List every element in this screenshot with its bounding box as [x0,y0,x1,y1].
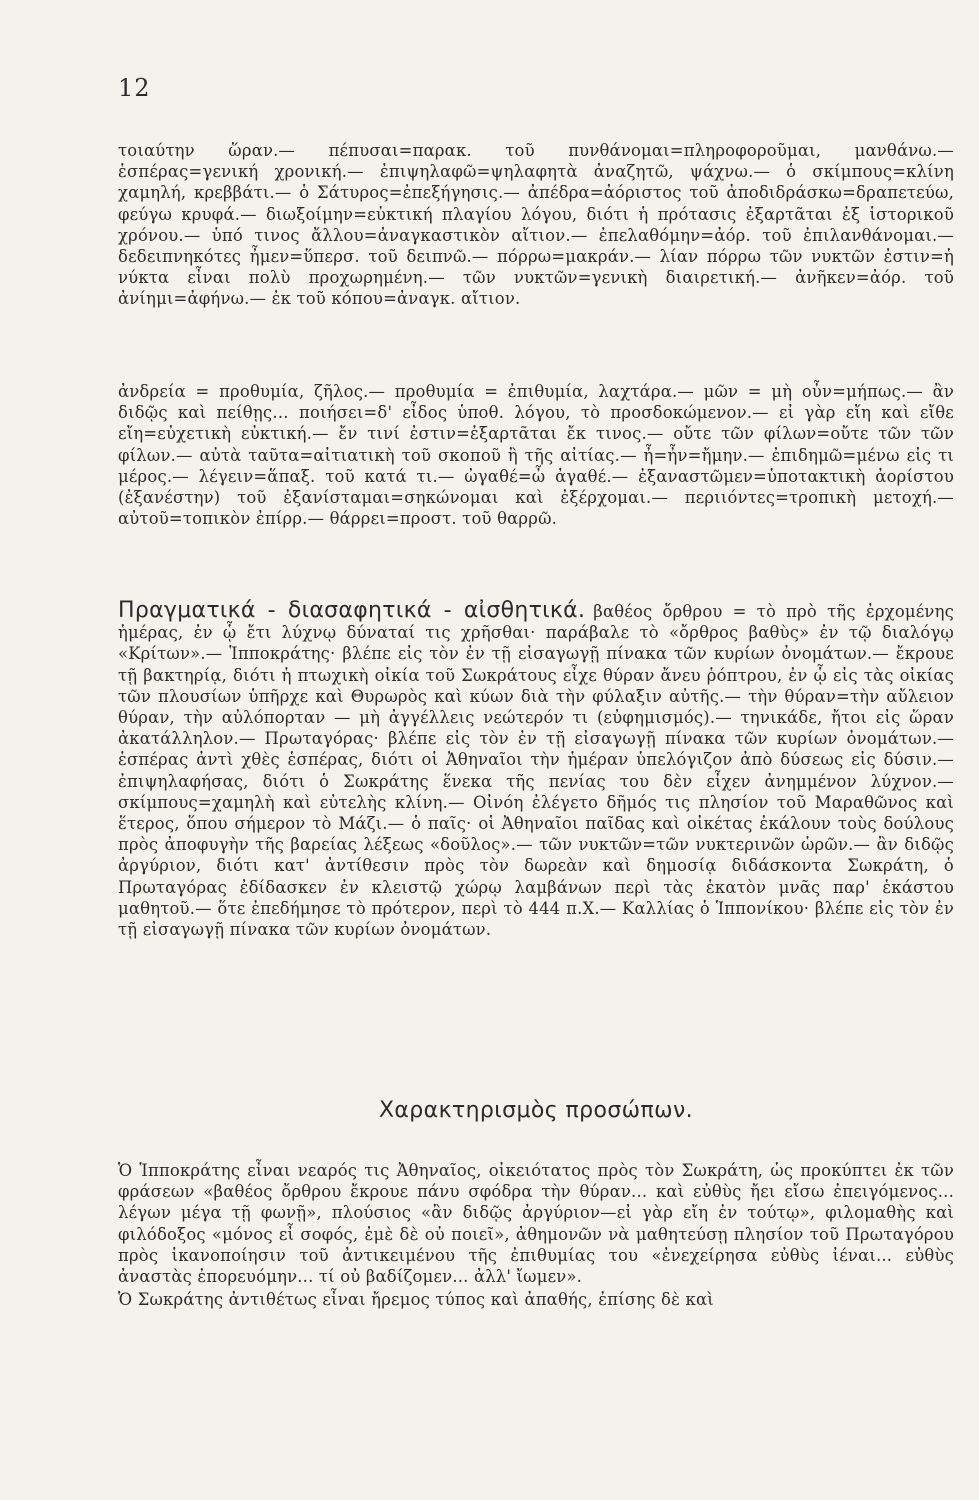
paragraph-hippocrates: Ὁ Ἱπποκράτης εἶναι νεαρός τις Ἀθηναῖος, οἰκειότατος πρὸς τὸν Σωκράτη, ὡς προκύπτει ἐκ τῶν φράσεων «βαθέος ὄρθρου ἔκρουε πάνυ σφόδρα τὴν θύραν... καὶ εὐθὺς ἤει εἴσω ἐπειγόμενος... λέγων μέγα τῇ φωνῇ», πλούσιος «ἂν διδῷς ἀργύριον—εἰ γὰρ εἴη ἐν τούτῳ», φιλομαθὴς καὶ φιλόδοξος «μόνος εἶ σοφός, ἐμὲ δὲ οὐ ποιεῖ», ἀθημονῶν νὰ μαθητεύσῃ πλησίον τοῦ Πρωταγόρου πρὸς ἱκανοποίησιν τοῦ ἀντικειμένου τῆς ἐπιθυμίας του «ἐνεχείρησα εὐθὺς ἰέναι... εὐθὺς ἀναστὰς ἐπορευόμην... τί οὐ βαδίζομεν... ἀλλ' ἴωμεν». [118,1161,954,1287]
glossary-paragraph: ἀνδρεία = προθυμία, ζῆλος.— προθυμία = ἐπιθυμία, λαχτάρα.— μῶν = μὴ οὖν=μήπως.— ἂν διδῷς καὶ πείθῃς… ποιήσει=δ' εἶδος ὑποθ. λόγου, τὸ προσδοκώμενον.— εἰ γὰρ εἴη καὶ εἴθε εἴη=εὐχετικὴ εὐκτική.— ἔν τινί ἐστιν=ἐξαρτᾶται ἔκ τινος.— οὔτε τῶν φίλων=οὔτε τῶν τῶν φίλων.— αὐτὰ ταῦτα=αἰτιατικὴ τοῦ σκοποῦ ἢ τῆς αἰτίας.— ἦ=ἦν=ἤμην.— ἐπιδημῶ=μένω εἰς τι μέρος.— λέγειν=ἅπαξ. τοῦ κατά τι.— ὠγαθέ=ὦ ἀγαθέ.— ἐξαναστῶμεν=ὑποτακτικὴ ἀορίστου (ἐξανέστην) τοῦ ἐξανίσταμαι=σηκώνομαι καὶ ἐξέρχομαι.— περιιόντες=τροπικὴ μετοχή.— αὐτοῦ=τοπικὸν ἐπίρρ.— θάρρει=προστ. τοῦ θαρρῶ. [118,382,954,529]
glossary-block-1 [118,140,954,310]
section-body: βαθέος ὄρθρου = τὸ πρὸ τῆς ἐρχομένης ἡμέρας, ἐν ᾧ ἔτι λύχνῳ δύναταί τις χρῆσθαι· παράβαλε τὸ «ὄρθρος βαθὺς» ἐν τῷ διαλόγῳ «Κρίτων».— Ἱπποκράτης· βλέπε εἰς τὸν ἐν τῇ εἰσαγωγῇ πίνακα τῶν κυρίων ὀνομάτων.— ἔκρουε τῇ βακτηρίᾳ, διότι ἡ πτωχικὴ οἰκία τοῦ Σωκράτους εἶχε θύραν ἄνευ ῥόπτρου, ἐν ᾧ εἰς τὰς οἰκίας τῶν πλουσίων ὑπῆρχε καὶ Θυρωρὸς καὶ κύων διὰ τὴν φύλαξιν αὐτῆς.— τὴν θύραν=τὴν αὔλειον θύραν, τὴν αὐλόπορταν — μὴ ἀγγέλλεις νεώτερόν τι (εὐφημισμός).— τηνικάδε, ἤτοι εἰς ὥραν ἀκατάλληλον.— Πρωταγόρας· βλέπε εἰς τὸν ἐν τῇ εἰσαγωγῇ πίνακα τῶν κυρίων ὀνομάτων.— ἑσπέρας ἀντὶ χθὲς ἑσπέρας, διότι οἱ Ἀθηναῖοι τὴν ἡμέραν ὑπελόγιζον ἀπὸ δύσεως εἰς δύσιν.— ἐπιψηλαφήσας, διότι ὁ Σωκράτης ἕνεκα τῆς πενίας του δὲν εἶχεν ἀνημμένον λύχνον.— σκίμπους=χαμηλὴ καὶ εὐτελὴς κλίνη.— Οἰνόη ἐλέγετο δῆμός τις πλησίον τοῦ Μαραθῶνος καὶ ἕτερος, ὅπου σήμερον τὸ Μάζι.— ὁ παῖς· οἱ Ἀθηναῖοι παῖδας καὶ οἰκέτας ἐκάλουν τοὺς δούλους πρὸς ἀποφυγὴν τῆς βαρείας λέξεως «δοῦλος».— τῶν νυκτῶν=τῶν νυκτερινῶν ὡρῶν.— ἂν διδῷς ἀργύριον, διότι κατ' ἀντίθεσιν πρὸς τὸν δωρεὰν καὶ δημοσίᾳ διδάσκοντα Σωκράτη, ὁ Πρωταγόρας ἐδίδασκεν ἐν κλειστῷ χώρῳ λαμβάνων περὶ τὰς ἑκατὸν μνᾶς παρ' ἑκάστου μαθητοῦ.— ὅτε ἐπεδήμησε τὸ πρότερον, περὶ τὸ 444 π.Χ.— Καλλίας ὁ Ἱππονίκου· βλέπε εἰς τὸν ἐν τῇ εἰσαγωγῇ πίνακα τῶν κυρίων ὀνομάτων. [118,602,954,940]
page-number: 12 [118,74,151,102]
glossary-paragraph: τοιαύτην ὥραν.— πέπυσαι=παρακ. τοῦ πυνθάνομαι=πληροφοροῦμαι, μανθάνω.— ἑσπέρας=γενική χρονική.— ἐπιψηλαφῶ=ψηλαφητὰ ἀναζητῶ, ψάχνω.— ὁ σκίμπους=κλίνη χαμηλή, κρεββάτι.— ὁ Σάτυρος=ἐπεξήγησις.— ἀπέδρα=ἀόριστος τοῦ ἀποδιδράσκω=δραπετεύω, φεύγω κρυφά.— διωξοίμην=εὐκτική πλαγίου λόγου, διότι ἡ πρότασις ἐξαρτᾶται ἐξ ἱστορικοῦ χρόνου.— ὑπό τινος ἄλλου=ἀναγκαστικὸν αἴτιον.— ἐπελαθόμην=ἀόρ. τοῦ ἐπιλανθάνομαι.— δεδειπνηκότες ἦμεν=ὕπερσ. τοῦ δειπνῶ.— πόρρω=μακράν.— λίαν πόρρω τῶν νυκτῶν ἐστιν=ἡ νύκτα εἶναι πολὺ προχωρημένη.— τῶν νυκτῶν=γενικὴ διαιρετική.— ἀνῆκεν=ἀόρ. τοῦ ἀνίημι=ἀφήνω.— ἐκ τοῦ κόπου=ἀναγκ. αἴτιον. [118,141,954,309]
section-paragraph [118,600,954,940]
section-characterization [118,1160,954,1310]
glossary-block-2 [118,381,954,529]
paragraph-socrates: Ὁ Σωκράτης ἀντιθέτως εἶναι ἤρεμος τύπος καὶ ἀπαθής, ἐπίσης δὲ καὶ [118,1290,714,1310]
character-section-heading: Χαρακτηρισμὸς προσώπων. [378,1098,694,1123]
section-factual-notes [118,600,954,940]
section-heading: Πραγματικά - διασαφητικά - αἰσθητικά. [118,598,586,623]
